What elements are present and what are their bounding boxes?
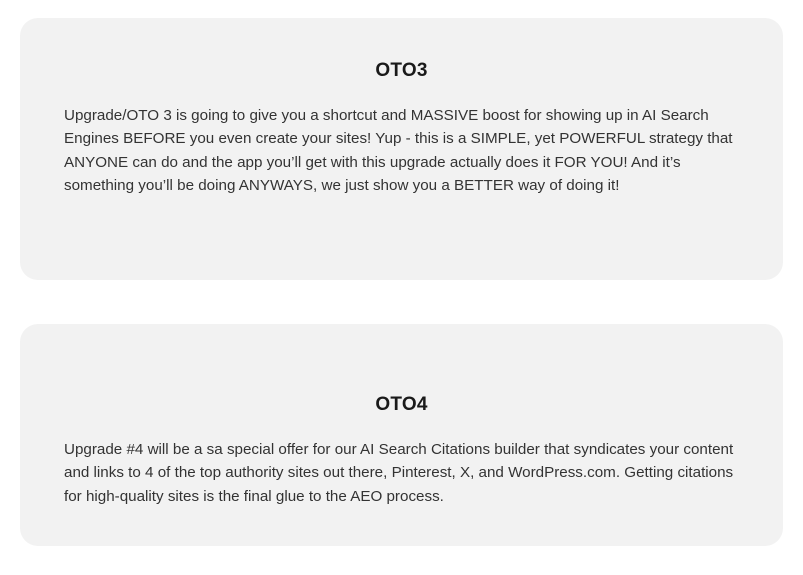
offer-card-oto4 xyxy=(20,324,783,546)
offer-card-oto3 xyxy=(20,18,783,280)
offer-card-description: Upgrade #4 will be a sa special offer for our AI Search Citations builder that syndicates your content and links to 4 of the top authority sites out there, Pinterest, X, and WordPress.com. Getting citations for high-quality sites is the final glue to the AEO process. xyxy=(64,441,734,505)
offer-card-description: Upgrade/OTO 3 is going to give you a shortcut and MASSIVE boost for showing up in AI Search Engines BEFORE you even create your sites! Yup - this is a SIMPLE, yet POWERFUL strategy that ANYONE can do and the app you’ll get with this upgrade actually does it FOR YOU! And it’s something you’ll be doing ANYWAYS, we just show you a BETTER way of doing it! xyxy=(64,107,733,194)
offer-card-title: OTO4 xyxy=(375,394,428,415)
offer-card-title: OTO3 xyxy=(375,60,428,81)
